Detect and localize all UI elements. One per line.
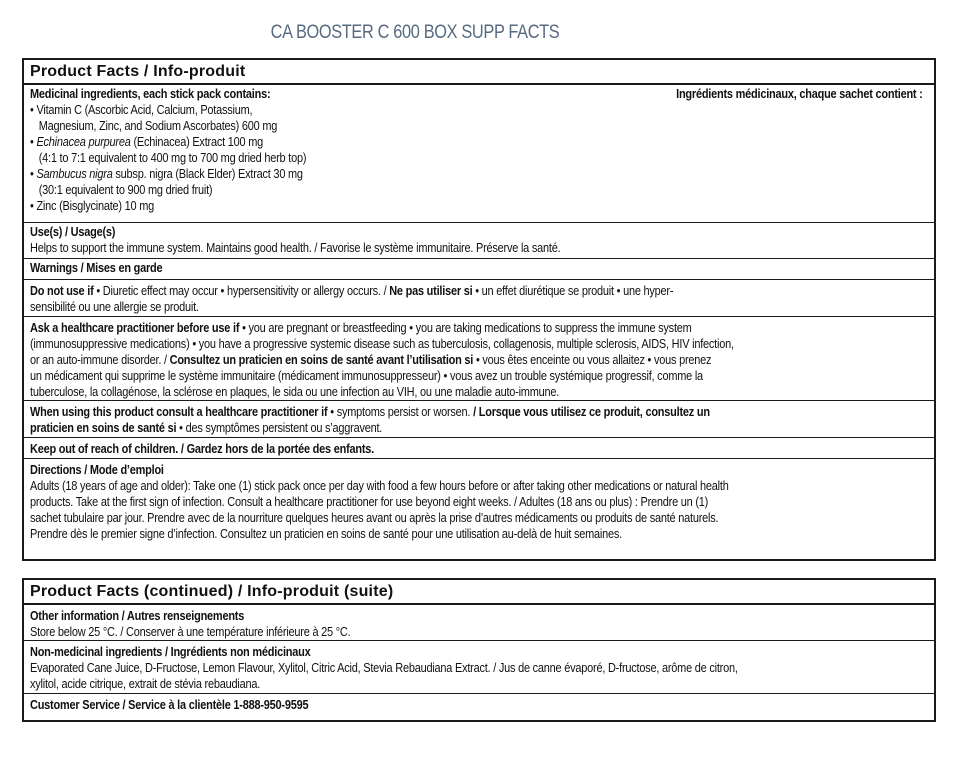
uses-text: Helps to support the immune system. Maintains good health. / Favorise le système immunitaire. Préserve la santé. xyxy=(30,241,561,255)
directions-line: Adults (18 years of age and older): Take one (1) stick pack once per day with food a few hours before or after taking other medications or natural health xyxy=(30,479,729,493)
directions-line: products. Take at the first sign of infection. Consult a healthcare practitioner for use beyond eight weeks. / Adultes (18 ans ou plus) : Prendre un (1) xyxy=(30,495,709,509)
do-not-use-label: Do not use if xyxy=(30,284,94,298)
ingredient-item: • Echinacea purpurea (Echinacea) Extract 100 mg xyxy=(30,135,263,149)
non-medicinal-section xyxy=(24,641,934,694)
warnings-section xyxy=(24,259,934,280)
customer-service-text: Customer Service / Service à la clientèle 1-888-950-9595 xyxy=(30,698,309,712)
ingredient-item-cont: Magnesium, Zinc, and Sodium Ascorbates) 600 mg xyxy=(38,119,278,133)
ingredient-item: • Vitamin C (Ascorbic Acid, Calcium, Potassium, xyxy=(30,103,253,117)
when-using-section: When using this product consult a healthcare practitioner if • symptoms persist or worsen. / Lorsque vous utilisez ce produit, consultez un praticien en soins de santé si • des symptômes persistent ou s’aggravent. xyxy=(24,401,934,438)
ingredient-item-cont: (4:1 to 7:1 equivalent to 400 mg to 700 mg dried herb top) xyxy=(38,151,307,165)
medicinal-ingredients-section xyxy=(24,85,934,223)
do-not-use-section: Do not use if • Diuretic effect may occur • hypersensitivity or allergy occurs. / Ne pas utiliser si • un effet diurétique se produit • une hyper- sensibilité ou une allergie se produit. xyxy=(24,280,934,317)
product-facts-panel xyxy=(22,58,936,561)
other-information-text: Store below 25 °C. / Conserver à une température inférieure à 25 °C. xyxy=(30,625,351,639)
ne-pas-utiliser-label: Ne pas utiliser si xyxy=(389,284,473,298)
when-using-label: When using this product consult a healthcare practitioner if xyxy=(30,405,328,419)
panel-header: Product Facts / Info-produit xyxy=(24,60,934,85)
directions-line: sachet tubulaire par jour. Prendre avec de la nourriture quelques heures avant ou après la prise d’autres médicaments ou produits de santé naturels. xyxy=(30,511,719,525)
ingredient-item: • Sambucus nigra subsp. nigra (Black Elder) Extract 30 mg xyxy=(30,167,303,181)
warnings-heading: Warnings / Mises en garde xyxy=(30,261,163,275)
directions-heading: Directions / Mode d’emploi xyxy=(30,463,164,477)
uses-heading: Use(s) / Usage(s) xyxy=(30,225,116,239)
ask-practitioner-label: Ask a healthcare practitioner before use if xyxy=(30,321,240,335)
panel-header: Product Facts (continued) / Info-produit (suite) xyxy=(24,580,934,605)
non-medicinal-heading: Non-medicinal ingredients / Ingrédients non médicinaux xyxy=(30,645,311,659)
ingredient-item-cont: (30:1 equivalent to 900 mg dried fruit) xyxy=(38,183,213,197)
page-title: CA BOOSTER C 600 BOX SUPP FACTS xyxy=(270,22,560,43)
other-information-section xyxy=(24,605,934,641)
non-medicinal-line: Evaporated Cane Juice, D-Fructose, Lemon Flavour, Xylitol, Citric Acid, Stevia Rebaudiana Extract. / Jus de canne évaporé, D-fructose, arôme de citron, xyxy=(30,661,738,675)
non-medicinal-line: xylitol, acide citrique, extrait de stévia rebaudiana. xyxy=(30,677,261,691)
keep-out-section xyxy=(24,438,934,459)
keep-out-text: Keep out of reach of children. / Gardez hors de la portée des enfants. xyxy=(30,442,374,456)
product-facts-continued-panel xyxy=(22,578,936,722)
consultez-label: Consultez un praticien en soins de santé avant l’utilisation si xyxy=(169,353,474,367)
directions-section xyxy=(24,459,934,544)
customer-service-section xyxy=(24,694,934,715)
ingredient-item: • Zinc (Bisglycinate) 10 mg xyxy=(30,199,155,213)
other-information-heading: Other information / Autres renseignements xyxy=(30,609,245,623)
medicinal-label-en: Medicinal ingredients, each stick pack contains: xyxy=(30,87,271,101)
uses-section xyxy=(24,223,934,259)
ask-practitioner-section: Ask a healthcare practitioner before use if • you are pregnant or breastfeeding • you are taking medications to suppress the immune system (immunosuppressive medications) • you have a progressive systemic disease such as tuberculosis, collagenosis, multiple sclerosis, AIDS, HIV infection, or an auto-immune disorder. / Consultez un praticien en soins de santé avant l’utilisation si • vous êtes enceinte ou vous allaitez • vous prenez un médicament qui supprime le système immunitaire (médicament immunosuppresseur) • vous avez un trouble systémique progressif, comme la tuberculose, la collagénose, la sclérose en plaques, le sida ou une infection au VIH, ou une maladie auto-immune. xyxy=(24,317,934,401)
medicinal-label-fr: Ingrédients médicinaux, chaque sachet contient : xyxy=(676,87,923,101)
directions-line: Prendre dès le premier signe d’infection. Consultez un praticien en soins de santé pour une utilisation au-delà de huit semaines. xyxy=(30,527,622,541)
